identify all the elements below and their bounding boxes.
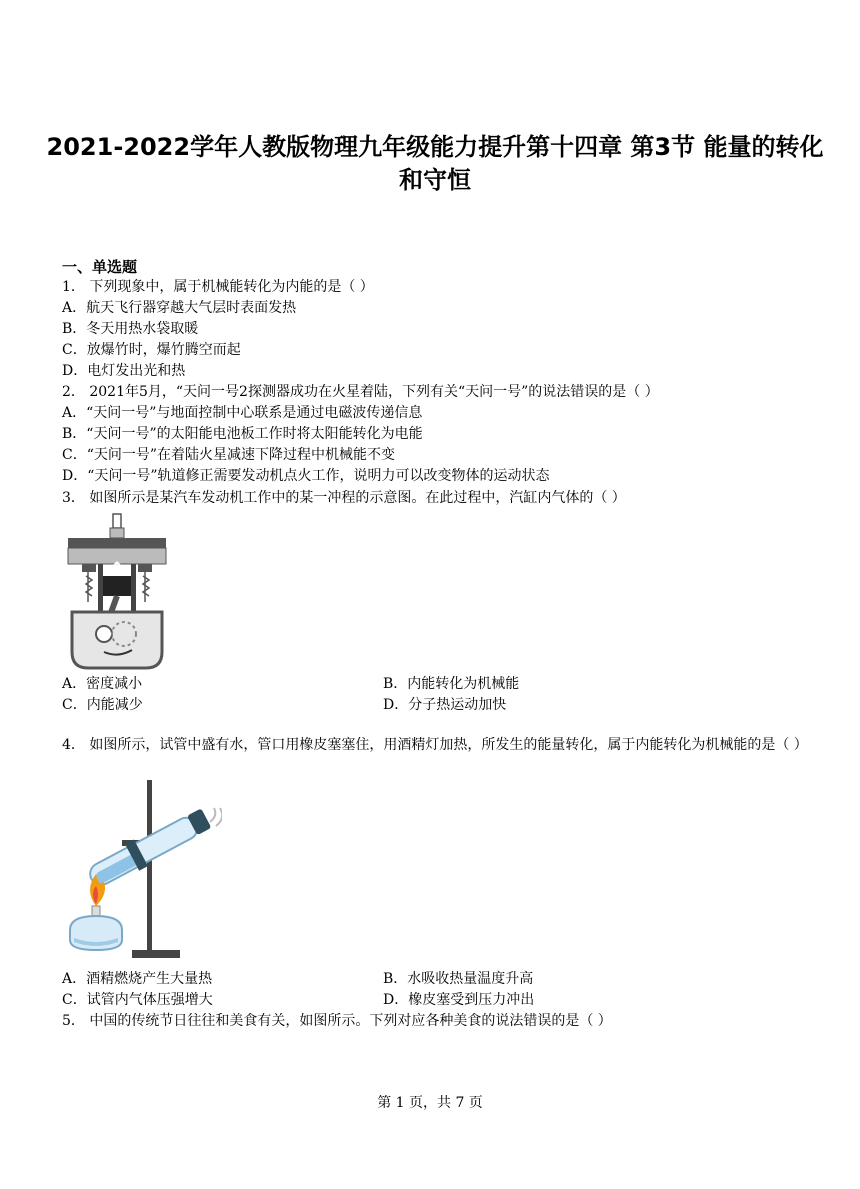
question-1-stem: 1． 下列现象中，属于机械能转化为内能的是（ ） — [62, 279, 374, 295]
question-4-option-c: C．试管内气体压强增大 — [62, 992, 213, 1008]
question-4-option-b: B．水吸收热量温度升高 — [383, 971, 534, 987]
question-4-stem: 4． 如图所示，试管中盛有水，管口用橡皮塞塞住，用酒精灯加热，所发生的能量转化，属于内能转化为机械能的是（ ） — [62, 737, 808, 753]
question-2-stem: 2． 2021年5月，“天问一号2探测器成功在火星着陆，下列有关“天问一号”的说法错误的是（ ） — [62, 384, 659, 400]
question-1-option-c: C．放爆竹时，爆竹腾空而起 — [62, 342, 241, 358]
question-2-option-a: A．“天问一号”与地面控制中心联系是通过电磁波传递信息 — [62, 405, 423, 421]
question-1-option-b: B．冬天用热水袋取暖 — [62, 321, 199, 337]
test-tube-heating-diagram — [62, 778, 222, 966]
question-4-option-a: A．酒精燃烧产生大量热 — [62, 971, 213, 987]
question-4-option-d: D．橡皮塞受到压力冲出 — [383, 992, 535, 1008]
question-2-option-d: D．“天问一号”轨道修正需要发动机点火工作，说明力可以改变物体的运动状态 — [62, 468, 550, 484]
question-3-option-d: D．分子热运动加快 — [383, 697, 507, 713]
question-3-option-b: B．内能转化为机械能 — [383, 676, 520, 692]
question-3-option-a: A．密度减小 — [62, 676, 143, 692]
question-1-option-a: A．航天飞行器穿越大气层时表面发热 — [62, 300, 297, 316]
question-1-option-d: D．电灯发出光和热 — [62, 363, 186, 379]
page-title: 2021-2022学年人教版物理九年级能力提升第十四章 第3节 能量的转化和守恒 — [46, 133, 824, 194]
question-5-stem: 5． 中国的传统节日往往和美食有关，如图所示。下列对应各种美食的说法错误的是（ ） — [62, 1013, 612, 1029]
engine-stroke-diagram — [62, 512, 172, 672]
section-heading: 一、单选题 — [62, 258, 138, 276]
page-footer: 第 1 页，共 7 页 — [377, 1095, 483, 1111]
question-3-option-c: C．内能减少 — [62, 697, 143, 713]
question-2-option-b: B．“天问一号”的太阳能电池板工作时将太阳能转化为电能 — [62, 426, 423, 442]
question-2-option-c: C．“天问一号”在着陆火星减速下降过程中机械能不变 — [62, 447, 396, 463]
question-3-stem: 3． 如图所示是某汽车发动机工作中的某一冲程的示意图。在此过程中，汽缸内气体的（ ） — [62, 490, 626, 506]
